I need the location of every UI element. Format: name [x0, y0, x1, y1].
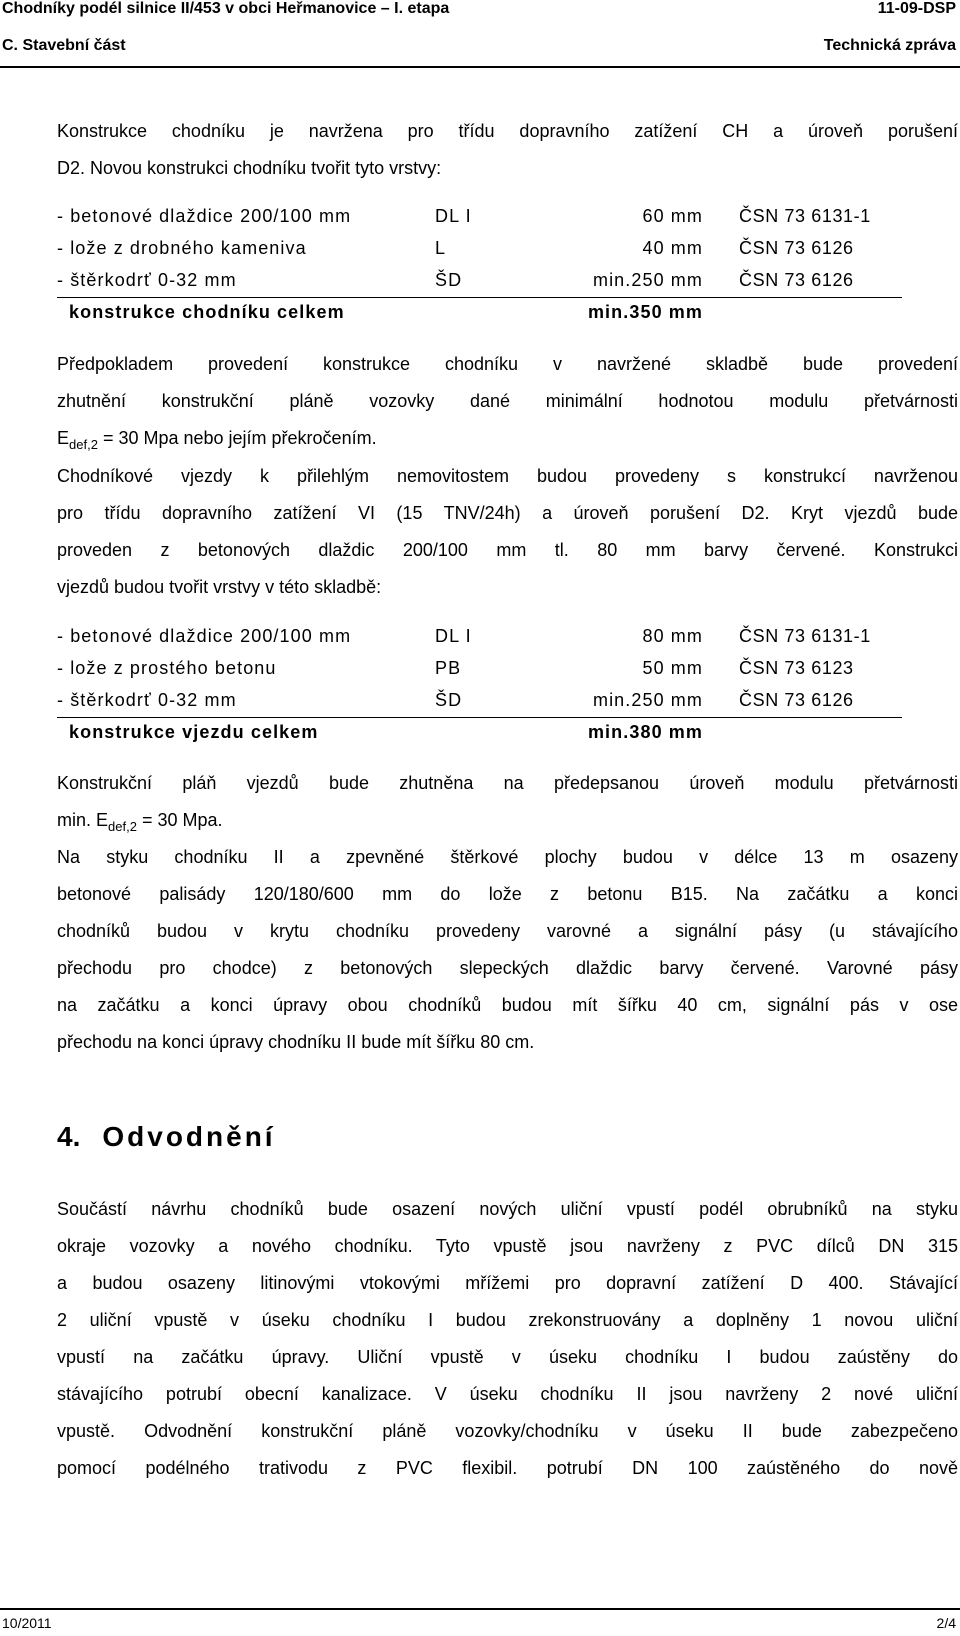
text-fragment: = 30 Mpa nebo jejím překročením.: [97, 428, 377, 448]
text-line: zhutnění konstrukční pláně vozovky dané minimální hodnotou modulu přetvárnosti: [57, 391, 958, 411]
layer-code: L: [435, 238, 447, 258]
text-line: proveden z betonových dlaždic 200/100 mm tl. 80 mm barvy červené. Konstrukci: [57, 540, 958, 560]
subscript: def,2: [108, 819, 137, 834]
layer-thickness: 50 mm: [642, 658, 703, 678]
text-line: [57, 420, 958, 458]
layer-standard: ČSN 73 6131-1: [739, 626, 871, 646]
driveway-subgrade-paragraph: [57, 765, 958, 840]
layer-name: - štěrkodrť 0-32 mm: [57, 270, 237, 290]
layer-thickness: 40 mm: [642, 238, 703, 258]
text-line: Předpokladem provedení konstrukce chodníku v navržené skladbě bude provedení: [57, 354, 958, 374]
text-line: Konstrukční pláň vjezdů bude zhutněna na předepsanou úroveň modulu přetvárnosti: [57, 773, 958, 793]
section-title: Odvodnění: [102, 1121, 276, 1152]
header-divider: [0, 66, 960, 68]
document-part: C. Stavební část: [2, 37, 126, 54]
text-line: vpustě. Odvodnění konstrukční pláně vozovky/chodníku v úseku II bude zabezpečeno: [57, 1421, 958, 1441]
text-line: chodníků budou v krytu chodníku provedeny varovné a signální pásy (u stávajícího: [57, 921, 958, 941]
page-number: 2/4: [936, 1615, 956, 1631]
layer-code: PB: [435, 658, 462, 678]
layer-thickness: 80 mm: [642, 626, 703, 646]
text-line: 2 uliční vpustě v úseku chodníku I budou zrekonstruovány a doplněny 1 novou uliční: [57, 1310, 958, 1330]
document-title: Chodníky podél silnice II/453 v obci Heřmanovice – I. etapa: [2, 0, 450, 17]
text-line: Na styku chodníku II a zpevněné štěrkové plochy budou v délce 13 m osazeny: [57, 847, 958, 867]
text-line: přechodu pro chodce) z betonových slepeckých dlaždic barvy červené. Varovné pásy: [57, 958, 958, 978]
layer-code: DL I: [435, 626, 472, 646]
document-code: 11-09-DSP: [877, 0, 956, 17]
header-top-row: [0, 0, 960, 22]
footer-divider: [0, 1608, 960, 1610]
subscript: def,2: [69, 437, 98, 452]
palisades-paragraph: [57, 839, 958, 1061]
driveways-paragraph: [57, 458, 958, 606]
layer-standard: ČSN 73 6126: [739, 238, 854, 258]
text-line: [57, 802, 958, 840]
text-line: D2. Novou konstrukci chodníku tvořit tyto vrstvy:: [57, 158, 442, 178]
text-line: stávajícího potrubí obecní kanalizace. V úseku chodníku II jsou navrženy 2 nové uliční: [57, 1384, 958, 1404]
layer-thickness: 60 mm: [642, 206, 703, 226]
total-thickness: min.380 mm: [587, 722, 703, 742]
text-fragment: = 30 Mpa.: [136, 810, 223, 830]
layer-standard: ČSN 73 6123: [739, 658, 854, 678]
text-line: okraje vozovky a nového chodníku. Tyto vpustě jsou navrženy z PVC dílců DN 315: [57, 1236, 958, 1256]
layer-name: - štěrkodrť 0-32 mm: [57, 690, 237, 710]
drainage-paragraph: [57, 1191, 958, 1487]
layer-standard: ČSN 73 6126: [739, 270, 854, 290]
text-line: betonové palisády 120/180/600 mm do lože z betonu B15. Na začátku a konci: [57, 884, 958, 904]
text-line: Součástí návrhu chodníků bude osazení nových uliční vpustí podél obrubníků na styku: [57, 1199, 958, 1219]
symbol-e: E: [57, 428, 70, 448]
layer-name: - lože z drobného kameniva: [57, 238, 307, 258]
text-fragment: min. E: [57, 810, 109, 830]
total-label: konstrukce vjezdu celkem: [69, 722, 319, 742]
subgrade-paragraph: [57, 346, 958, 458]
document-type: Technická zpráva: [823, 37, 956, 54]
layer-code: DL I: [435, 206, 472, 226]
layer-standard: ČSN 73 6131-1: [739, 206, 871, 226]
layer-name: - betonové dlaždice 200/100 mm: [57, 626, 352, 646]
section-heading: [57, 1121, 276, 1153]
text-line: Konstrukce chodníku je navržena pro třídu dopravního zatížení CH a úroveň porušení: [57, 121, 958, 141]
header-bottom-row: [0, 37, 960, 59]
layer-standard: ČSN 73 6126: [739, 690, 854, 710]
text-line: a budou osazeny litinovými vtokovými mřížemi pro dopravní zatížení D 400. Stávající: [57, 1273, 958, 1293]
layer-code: ŠD: [435, 270, 463, 290]
layer-thickness: min.250 mm: [592, 690, 703, 710]
section-number: 4.: [57, 1121, 81, 1152]
text-line: vjezdů budou tvořit vrstvy v této skladbě:: [57, 577, 382, 597]
layer-thickness: min.250 mm: [592, 270, 703, 290]
total-thickness: min.350 mm: [587, 302, 703, 322]
text-line: Chodníkové vjezdy k přilehlým nemovitostem budou provedeny s konstrukcí navrženou: [57, 466, 958, 486]
total-label: konstrukce chodníku celkem: [69, 302, 345, 322]
layer-code: ŠD: [435, 690, 463, 710]
footer-date: 10/2011: [2, 1615, 52, 1631]
intro-paragraph: [57, 113, 958, 187]
layer-name: - betonové dlaždice 200/100 mm: [57, 206, 352, 226]
text-line: vpustí na začátku úpravy. Uliční vpustě v úseku chodníku I budou zaústěny do: [57, 1347, 958, 1367]
text-line: pro třídu dopravního zatížení VI (15 TNV/24h) a úroveň porušení D2. Kryt vjezdů bude: [57, 503, 958, 523]
text-line: přechodu na konci úpravy chodníku II bude mít šířku 80 cm.: [57, 1032, 535, 1052]
layer-name: - lože z prostého betonu: [57, 658, 277, 678]
text-line: pomocí podélného trativodu z PVC flexibil. potrubí DN 100 zaústěného do nově: [57, 1458, 958, 1478]
text-line: na začátku a konci úpravy obou chodníků budou mít šířku 40 cm, signální pás v ose: [57, 995, 958, 1015]
